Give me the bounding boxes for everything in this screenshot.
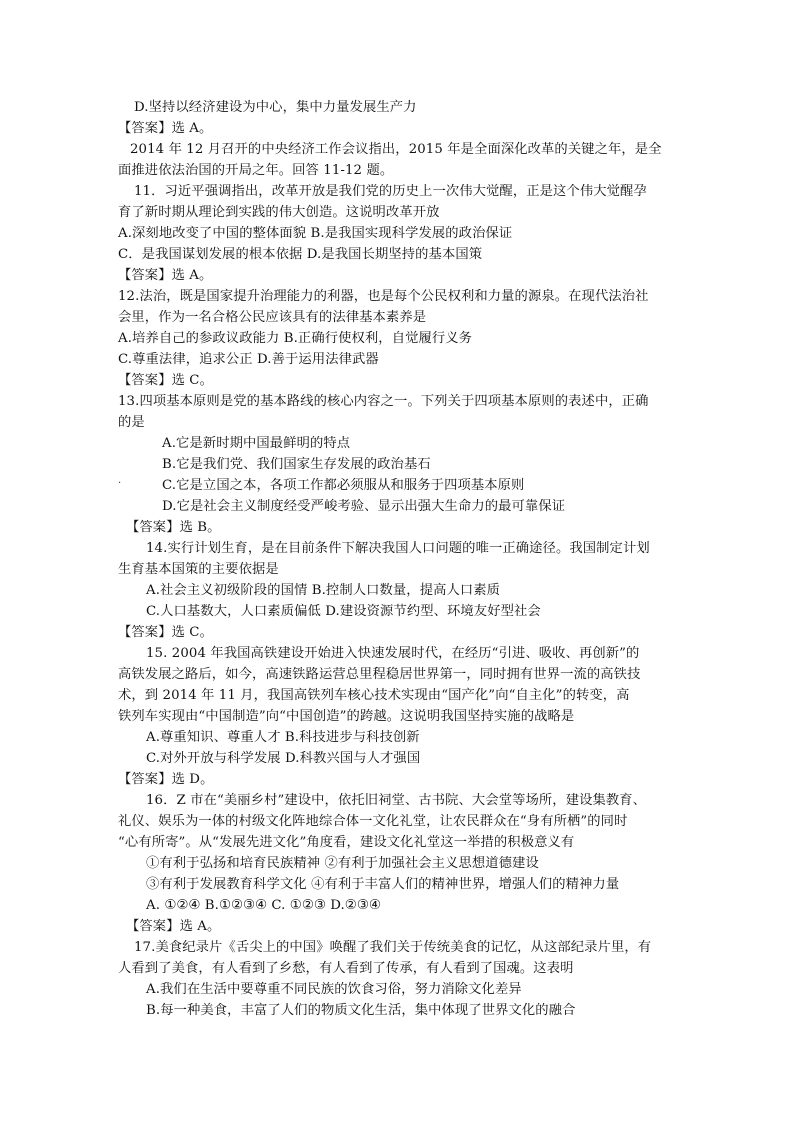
option-line: C.尊重法律，追求公正 D.善于运用法律武器 [118,352,379,367]
question-14: 14.实行计划生育，是在目前条件下解决我国人口问题的唯一正确途径。我国制定计划 [146,541,650,556]
question-line: 礼仪、娱乐为一体的村级文化阵地综合体一文化礼堂，让农民群众在“身有所栖”的同时 [118,814,628,829]
question-line: 人看到了美食，有人看到了乡愁，有人看到了传承，有人看到了国魂。这表明 [118,961,574,976]
stray-dot: . [118,475,122,486]
question-line: “心有所寄”。从“发展先进文化”角度看，建设文化礼堂这一举措的积极意义有 [118,835,575,850]
question-12: 12.法治，既是国家提升治理能力的利器，也是每个公民权利和力量的源泉。在现代法治社 [118,289,649,304]
option-line: C.它是立国之本，各项工作都必须服从和服务于四项基本原则 [162,478,525,493]
question-15: 15. 2004 年我国高铁建设开始进入快速发展时代，在经历“引进、吸收、再创新”的 [146,646,640,661]
question-13: 13.四项基本原则是党的基本路线的核心内容之一。下列关于四项基本原则的表述中，正确 [118,394,649,409]
answer-line: 【答案】选 C。 [118,625,213,640]
option-line: A.尊重知识、尊重人才 B.科技进步与科技创新 [146,730,420,745]
question-line: 会里，作为一名合格公民应该具有的法律基本素养是 [118,310,427,325]
question-line: 生育基本国策的主要依据是 [118,562,279,577]
option-line: D.坚持以经济建设为中心，集中力量发展生产力 [134,100,417,115]
question-11: 11．习近平强调指出，改革开放是我们党的历史上一次伟大觉醒，正是这个伟大觉醒孕 [134,184,647,199]
question-line: 育了新时期从理论到实践的伟大创造。这说明改革开放 [118,205,440,220]
option-line: C.人口基数大，人口素质偏低 D.建设资源节约型、环境友好型社会 [146,604,541,619]
question-17: 17.美食纪录片《舌尖上的中国》唤醒了我们关于传统美食的记忆，从这部纪录片里，有 [134,940,652,955]
option-line: C.对外开放与科学发展 D.科教兴国与人才强国 [146,751,421,766]
option-line: D.它是社会主义制度经受严峻考验、显示出强大生命力的最可靠保证 [162,499,566,514]
option-line: B.每一种美食，丰富了人们的物质文化生活，集中体现了世界文化的融合 [146,1003,576,1018]
option-line: C．是我国谋划发展的根本依据 D.是我国长期坚持的基本国策 [118,247,483,262]
answer-line: 【答案】选 A。 [118,268,213,283]
context-line: 2014 年 12 月召开的中央经济工作会议指出，2015 年是全面深化改革的关键之年，是全 [130,142,662,157]
statement-line: ③有利于发展教育科学文化 ④有利于丰富人们的精神世界，增强人们的精神力量 [146,877,620,892]
option-line: B.它是我们党、我们国家生存发展的政治基石 [162,457,431,472]
option-line: A.它是新时期中国最鲜明的特点 [162,436,351,451]
answer-line: 【答案】选 B。 [126,520,221,535]
answer-line: 【答案】选 A。 [118,121,213,136]
question-line: 的是 [118,415,145,430]
option-line: A.我们在生活中要尊重不同民族的饮食习俗，努力消除文化差异 [146,982,522,997]
question-line: 高铁发展之路后，如今，高速铁路运营总里程稳居世界第一，同时拥有世界一流的高铁技 [118,667,641,682]
option-line: A.社会主义初级阶段的国情 B.控制人口数量，提高人口素质 [146,583,501,598]
context-line: 面推进依法治国的开局之年。回答 11-12 题。 [118,163,394,178]
answer-line: 【答案】选 D。 [118,772,214,787]
answer-line: 【答案】选 A。 [126,919,221,934]
question-16: 16．Z 市在“美丽乡村”建设中，依托旧祠堂、古书院、大会堂等场所，建设集教育、 [146,793,647,808]
question-line: 术，到 2014 年 11 月，我国高铁列车核心技术实现由“国产化”向“自主化”的转变，高 [118,688,630,703]
answer-line: 【答案】选 C。 [118,373,213,388]
statement-line: ①有利于弘扬和培育民族精神 ②有利于加强社会主义思想道德建设 [146,856,539,871]
question-line: 铁列车实现由“中国制造”向“中国创造”的跨越。这说明我国坚持实施的战略是 [118,709,575,724]
option-line: A.培养自己的参政议政能力 B.正确行使权利，自觉履行义务 [118,331,473,346]
option-line: A. ①②④ B.①②③④ C. ①②③ D.②③④ [146,898,381,913]
option-line: A.深刻地改变了中国的整体面貌 B.是我国实现科学发展的政治保证 [118,226,513,241]
